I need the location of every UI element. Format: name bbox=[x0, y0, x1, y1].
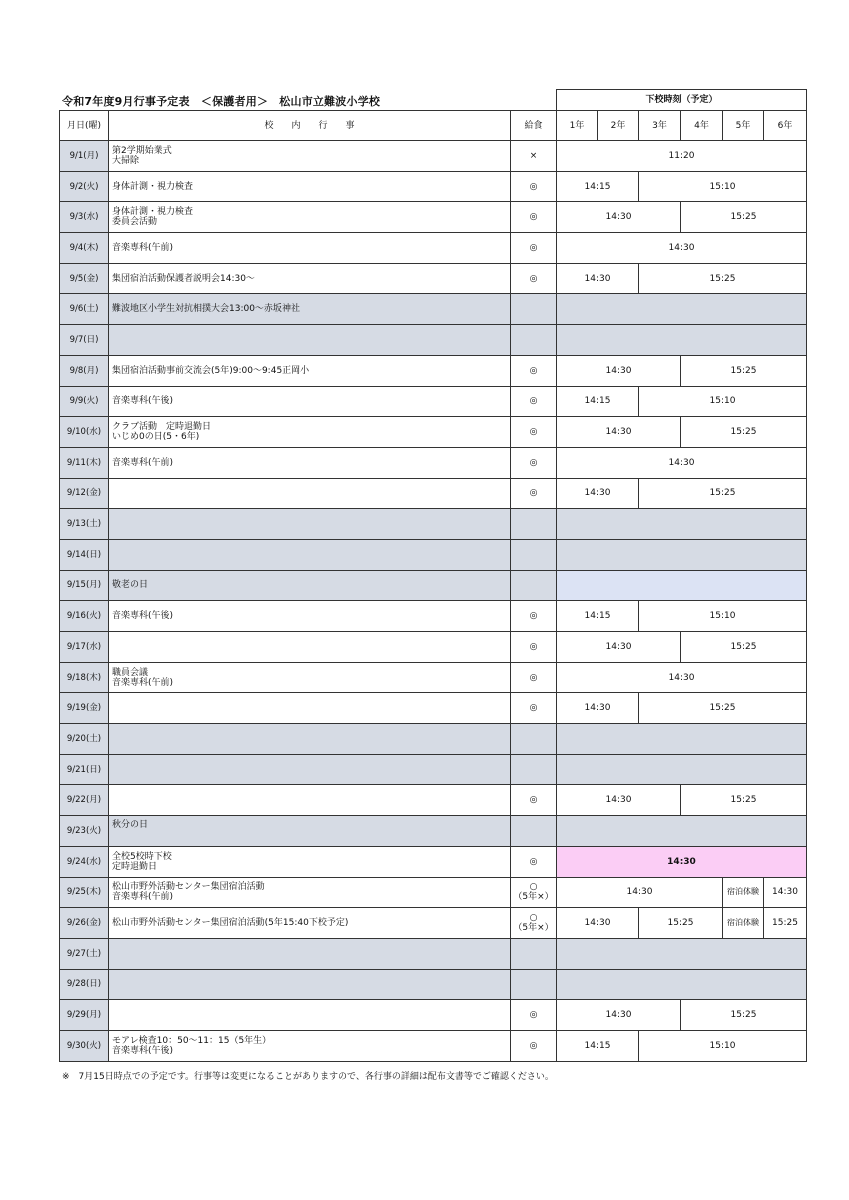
event-cell bbox=[109, 908, 511, 939]
table-row bbox=[60, 539, 807, 570]
lunch-cell: ◎ bbox=[511, 478, 557, 509]
lunch-cell: ◎ bbox=[511, 662, 557, 693]
event-line: 身体計測・視力検査 bbox=[112, 181, 194, 192]
table-row bbox=[60, 908, 807, 939]
event-cell bbox=[109, 754, 511, 785]
dismissal-time-cell: 15:10 bbox=[639, 386, 807, 417]
event-cell bbox=[109, 263, 511, 294]
grade-1-header: 1年 bbox=[557, 111, 598, 141]
table-row bbox=[60, 202, 807, 233]
event-line: 身体計測・視力検査 bbox=[112, 207, 194, 218]
event-line: 難波地区小学生対抗相撲大会13:00～赤坂神社 bbox=[112, 304, 300, 315]
date-cell: 9/10(水) bbox=[60, 417, 109, 448]
dismissal-time-cell bbox=[557, 325, 807, 356]
event-line: クラブ活動 定時退勤日 bbox=[112, 422, 212, 433]
lunch-cell: ◎ bbox=[511, 785, 557, 816]
lunch-cell bbox=[511, 539, 557, 570]
date-cell: 9/12(金) bbox=[60, 478, 109, 509]
lunch-mark: ○ bbox=[529, 913, 538, 924]
date-cell: 9/29(月) bbox=[60, 1000, 109, 1031]
dismissal-time-cell: 15:25 bbox=[764, 908, 807, 939]
lunch-cell bbox=[511, 938, 557, 969]
dismissal-time-cell: 15:25 bbox=[639, 908, 723, 939]
lunch-cell bbox=[511, 570, 557, 601]
dismissal-time-cell: 14:30 bbox=[557, 202, 681, 233]
event-cell bbox=[109, 141, 511, 172]
date-cell: 9/25(木) bbox=[60, 877, 109, 908]
dismissal-time-cell: 14:30 bbox=[557, 908, 639, 939]
table-row bbox=[60, 1030, 807, 1061]
dismissal-time-cell: 15:25 bbox=[639, 263, 807, 294]
lunch-cell: ◎ bbox=[511, 632, 557, 663]
event-cell bbox=[109, 816, 511, 847]
dismissal-time-cell: 14:15 bbox=[557, 1030, 639, 1061]
table-row bbox=[60, 171, 807, 202]
dismissal-time-cell: 14:15 bbox=[557, 171, 639, 202]
event-cell bbox=[109, 417, 511, 448]
event-cell bbox=[109, 355, 511, 386]
lunch-cell bbox=[511, 754, 557, 785]
event-line: 音楽専科(午前) bbox=[112, 892, 174, 903]
lunch-cell bbox=[511, 877, 557, 908]
lunch-cell bbox=[511, 724, 557, 755]
date-cell: 9/26(金) bbox=[60, 908, 109, 939]
dismissal-time-cell bbox=[557, 294, 807, 325]
date-cell: 9/22(月) bbox=[60, 785, 109, 816]
table-row bbox=[60, 877, 807, 908]
schedule-table bbox=[59, 89, 807, 1062]
date-cell: 9/27(土) bbox=[60, 938, 109, 969]
date-cell: 9/23(火) bbox=[60, 816, 109, 847]
date-cell: 9/7(日) bbox=[60, 325, 109, 356]
event-line: 敬老の日 bbox=[112, 580, 149, 591]
event-line: 松山市野外活動センター集団宿泊活動 bbox=[112, 882, 265, 893]
lunch-cell bbox=[511, 969, 557, 1000]
event-line: 音楽専科(午後) bbox=[112, 1045, 174, 1056]
grade-4-header: 4年 bbox=[681, 111, 723, 141]
date-cell: 9/18(木) bbox=[60, 662, 109, 693]
table-row bbox=[60, 447, 807, 478]
dismissal-time-cell bbox=[557, 724, 807, 755]
dismissal-time-cell: 14:30 bbox=[557, 632, 681, 663]
grade-6-header: 6年 bbox=[764, 111, 807, 141]
table-row bbox=[60, 846, 807, 877]
event-cell bbox=[109, 693, 511, 724]
lunch-cell: ◎ bbox=[511, 355, 557, 386]
lunch-cell bbox=[511, 509, 557, 540]
table-row bbox=[60, 724, 807, 755]
date-cell: 9/11(木) bbox=[60, 447, 109, 478]
event-cell bbox=[109, 447, 511, 478]
date-cell: 9/1(月) bbox=[60, 141, 109, 172]
dismissal-time-cell: 15:25 bbox=[681, 632, 807, 663]
event-line: 集団宿泊活動事前交流会(5年)9:00～9:45正岡小 bbox=[112, 365, 310, 376]
lunch-cell: ◎ bbox=[511, 386, 557, 417]
event-cell bbox=[109, 539, 511, 570]
event-line: 職員会議 bbox=[112, 667, 149, 678]
dismissal-time-cell bbox=[557, 509, 807, 540]
dismissal-time-cell: 15:25 bbox=[681, 417, 807, 448]
event-line: いじめ0の日(5・6年) bbox=[112, 432, 200, 443]
date-cell: 9/9(火) bbox=[60, 386, 109, 417]
event-cell bbox=[109, 386, 511, 417]
dismissal-time-cell: 15:25 bbox=[639, 478, 807, 509]
dismissal-time-cell bbox=[557, 938, 807, 969]
event-cell bbox=[109, 969, 511, 1000]
table-row bbox=[60, 693, 807, 724]
date-cell: 9/24(水) bbox=[60, 846, 109, 877]
date-cell: 9/3(水) bbox=[60, 202, 109, 233]
lunch-cell: ◎ bbox=[511, 417, 557, 448]
event-line: 集団宿泊活動保護者説明会14:30～ bbox=[112, 273, 255, 284]
table-row bbox=[60, 263, 807, 294]
events-column-header: 校 内 行 事 bbox=[109, 111, 511, 141]
event-cell bbox=[109, 325, 511, 356]
event-cell bbox=[109, 877, 511, 908]
lunch-cell: ◎ bbox=[511, 693, 557, 724]
dismissal-time-header: 下校時刻（予定） bbox=[557, 90, 807, 111]
event-line: 音楽専科(午前) bbox=[112, 242, 174, 253]
lunch-note: （5年×） bbox=[513, 923, 554, 934]
dismissal-time-cell: 15:10 bbox=[639, 601, 807, 632]
dismissal-time-cell bbox=[557, 754, 807, 785]
table-row bbox=[60, 386, 807, 417]
event-cell bbox=[109, 938, 511, 969]
lunch-cell: × bbox=[511, 141, 557, 172]
dismissal-time-cell bbox=[557, 816, 807, 847]
dismissal-time-cell bbox=[557, 969, 807, 1000]
event-cell bbox=[109, 233, 511, 264]
dismissal-time-cell: 15:25 bbox=[681, 785, 807, 816]
dismissal-time-cell: 14:30 bbox=[557, 693, 639, 724]
lunch-cell: ◎ bbox=[511, 202, 557, 233]
lunch-cell: ◎ bbox=[511, 1000, 557, 1031]
date-cell: 9/19(金) bbox=[60, 693, 109, 724]
event-line: 第2学期始業式 bbox=[112, 145, 172, 156]
date-cell: 9/5(金) bbox=[60, 263, 109, 294]
table-row bbox=[60, 417, 807, 448]
event-cell bbox=[109, 632, 511, 663]
page-title: 令和7年度9月行事予定表 ＜保護者用＞ 松山市立難波小学校 bbox=[62, 95, 381, 108]
date-cell: 9/28(日) bbox=[60, 969, 109, 1000]
table-row bbox=[60, 233, 807, 264]
lunch-cell: ◎ bbox=[511, 601, 557, 632]
lunch-column-header: 給食 bbox=[511, 111, 557, 141]
event-line: 定時退勤日 bbox=[112, 861, 158, 872]
lunch-cell: ◎ bbox=[511, 1030, 557, 1061]
dismissal-time-cell: 14:30 bbox=[557, 1000, 681, 1031]
table-row bbox=[60, 816, 807, 847]
date-cell: 9/8(月) bbox=[60, 355, 109, 386]
event-line: モアレ検査10：50～11：15（5年生） bbox=[112, 1035, 272, 1046]
title-spacer bbox=[60, 90, 557, 111]
dismissal-time-cell bbox=[557, 539, 807, 570]
event-cell bbox=[109, 1000, 511, 1031]
date-cell: 9/13(土) bbox=[60, 509, 109, 540]
dismissal-time-cell bbox=[557, 570, 807, 601]
dismissal-time-cell: 14:30 bbox=[557, 478, 639, 509]
lunch-cell: ◎ bbox=[511, 263, 557, 294]
footnote: ※ 7月15日時点での予定です。行事等は変更になることがありますので、各行事の詳細は配布文書等でご確認ください。 bbox=[62, 1072, 554, 1082]
date-cell: 9/14(日) bbox=[60, 539, 109, 570]
lunch-mark: ○ bbox=[529, 882, 538, 893]
date-cell: 9/4(木) bbox=[60, 233, 109, 264]
lunch-cell: ◎ bbox=[511, 447, 557, 478]
date-cell: 9/16(火) bbox=[60, 601, 109, 632]
event-cell bbox=[109, 478, 511, 509]
table-row bbox=[60, 355, 807, 386]
date-cell: 9/15(月) bbox=[60, 570, 109, 601]
table-row bbox=[60, 141, 807, 172]
event-line: 音楽専科(午後) bbox=[112, 611, 174, 622]
table-row bbox=[60, 478, 807, 509]
date-cell: 9/17(水) bbox=[60, 632, 109, 663]
dismissal-time-cell: 14:30 bbox=[557, 233, 807, 264]
dismissal-time-cell: 15:10 bbox=[639, 1030, 807, 1061]
table-row bbox=[60, 509, 807, 540]
table-row bbox=[60, 938, 807, 969]
overnight-stay-cell: 宿泊体験 bbox=[723, 908, 764, 939]
column-header-row bbox=[60, 111, 807, 141]
table-row bbox=[60, 601, 807, 632]
table-row bbox=[60, 1000, 807, 1031]
dismissal-time-cell: 14:30 bbox=[557, 417, 681, 448]
lunch-cell bbox=[511, 816, 557, 847]
lunch-note: （5年×） bbox=[513, 892, 554, 903]
event-cell bbox=[109, 724, 511, 755]
date-cell: 9/21(日) bbox=[60, 754, 109, 785]
date-cell: 9/6(土) bbox=[60, 294, 109, 325]
dismissal-time-cell: 14:30 bbox=[764, 877, 807, 908]
dismissal-time-cell: 14:30 bbox=[557, 263, 639, 294]
table-row bbox=[60, 632, 807, 663]
event-cell bbox=[109, 846, 511, 877]
date-cell: 9/2(火) bbox=[60, 171, 109, 202]
event-cell bbox=[109, 662, 511, 693]
overnight-stay-cell: 宿泊体験 bbox=[723, 877, 764, 908]
dismissal-time-cell: 15:25 bbox=[681, 1000, 807, 1031]
dismissal-time-cell: 15:25 bbox=[681, 202, 807, 233]
table-row bbox=[60, 785, 807, 816]
event-cell bbox=[109, 171, 511, 202]
dismissal-time-cell: 14:30 bbox=[557, 846, 807, 877]
table-row bbox=[60, 969, 807, 1000]
table-row bbox=[60, 754, 807, 785]
event-line: 大掃除 bbox=[112, 155, 140, 166]
table-row bbox=[60, 294, 807, 325]
grade-5-header: 5年 bbox=[723, 111, 764, 141]
date-cell: 9/20(土) bbox=[60, 724, 109, 755]
event-cell bbox=[109, 509, 511, 540]
dismissal-time-cell: 15:25 bbox=[639, 693, 807, 724]
event-line: 音楽専科(午前) bbox=[112, 677, 174, 688]
dismissal-time-cell: 15:25 bbox=[681, 355, 807, 386]
dismissal-time-cell: 14:15 bbox=[557, 386, 639, 417]
event-cell bbox=[109, 601, 511, 632]
grade-2-header: 2年 bbox=[598, 111, 639, 141]
dismissal-time-cell: 14:30 bbox=[557, 355, 681, 386]
dismissal-time-cell: 15:10 bbox=[639, 171, 807, 202]
dismissal-time-cell: 14:15 bbox=[557, 601, 639, 632]
lunch-cell bbox=[511, 908, 557, 939]
event-line: 音楽専科(午前) bbox=[112, 457, 174, 468]
dismissal-time-cell: 14:30 bbox=[557, 785, 681, 816]
lunch-cell: ◎ bbox=[511, 846, 557, 877]
event-cell bbox=[109, 570, 511, 601]
event-line: 委員会活動 bbox=[112, 217, 158, 228]
lunch-cell: ◎ bbox=[511, 233, 557, 264]
event-line: 全校5校時下校 bbox=[112, 851, 172, 862]
lunch-cell bbox=[511, 294, 557, 325]
table-row bbox=[60, 325, 807, 356]
event-line: 松山市野外活動センター集団宿泊活動(5年15:40下校予定) bbox=[112, 918, 349, 929]
event-line: 秋分の日 bbox=[112, 820, 149, 831]
table-row bbox=[60, 662, 807, 693]
date-column-header: 月日(曜) bbox=[60, 111, 109, 141]
grade-3-header: 3年 bbox=[639, 111, 681, 141]
dismissal-time-cell: 11:20 bbox=[557, 141, 807, 172]
group-header-row bbox=[60, 90, 807, 111]
date-cell: 9/30(火) bbox=[60, 1030, 109, 1061]
event-cell bbox=[109, 294, 511, 325]
event-cell bbox=[109, 785, 511, 816]
dismissal-time-cell: 14:30 bbox=[557, 662, 807, 693]
lunch-cell bbox=[511, 325, 557, 356]
dismissal-time-cell: 14:30 bbox=[557, 447, 807, 478]
dismissal-time-cell: 14:30 bbox=[557, 877, 723, 908]
lunch-cell: ◎ bbox=[511, 171, 557, 202]
event-cell bbox=[109, 1030, 511, 1061]
event-line: 音楽専科(午後) bbox=[112, 396, 174, 407]
event-cell bbox=[109, 202, 511, 233]
table-row bbox=[60, 570, 807, 601]
